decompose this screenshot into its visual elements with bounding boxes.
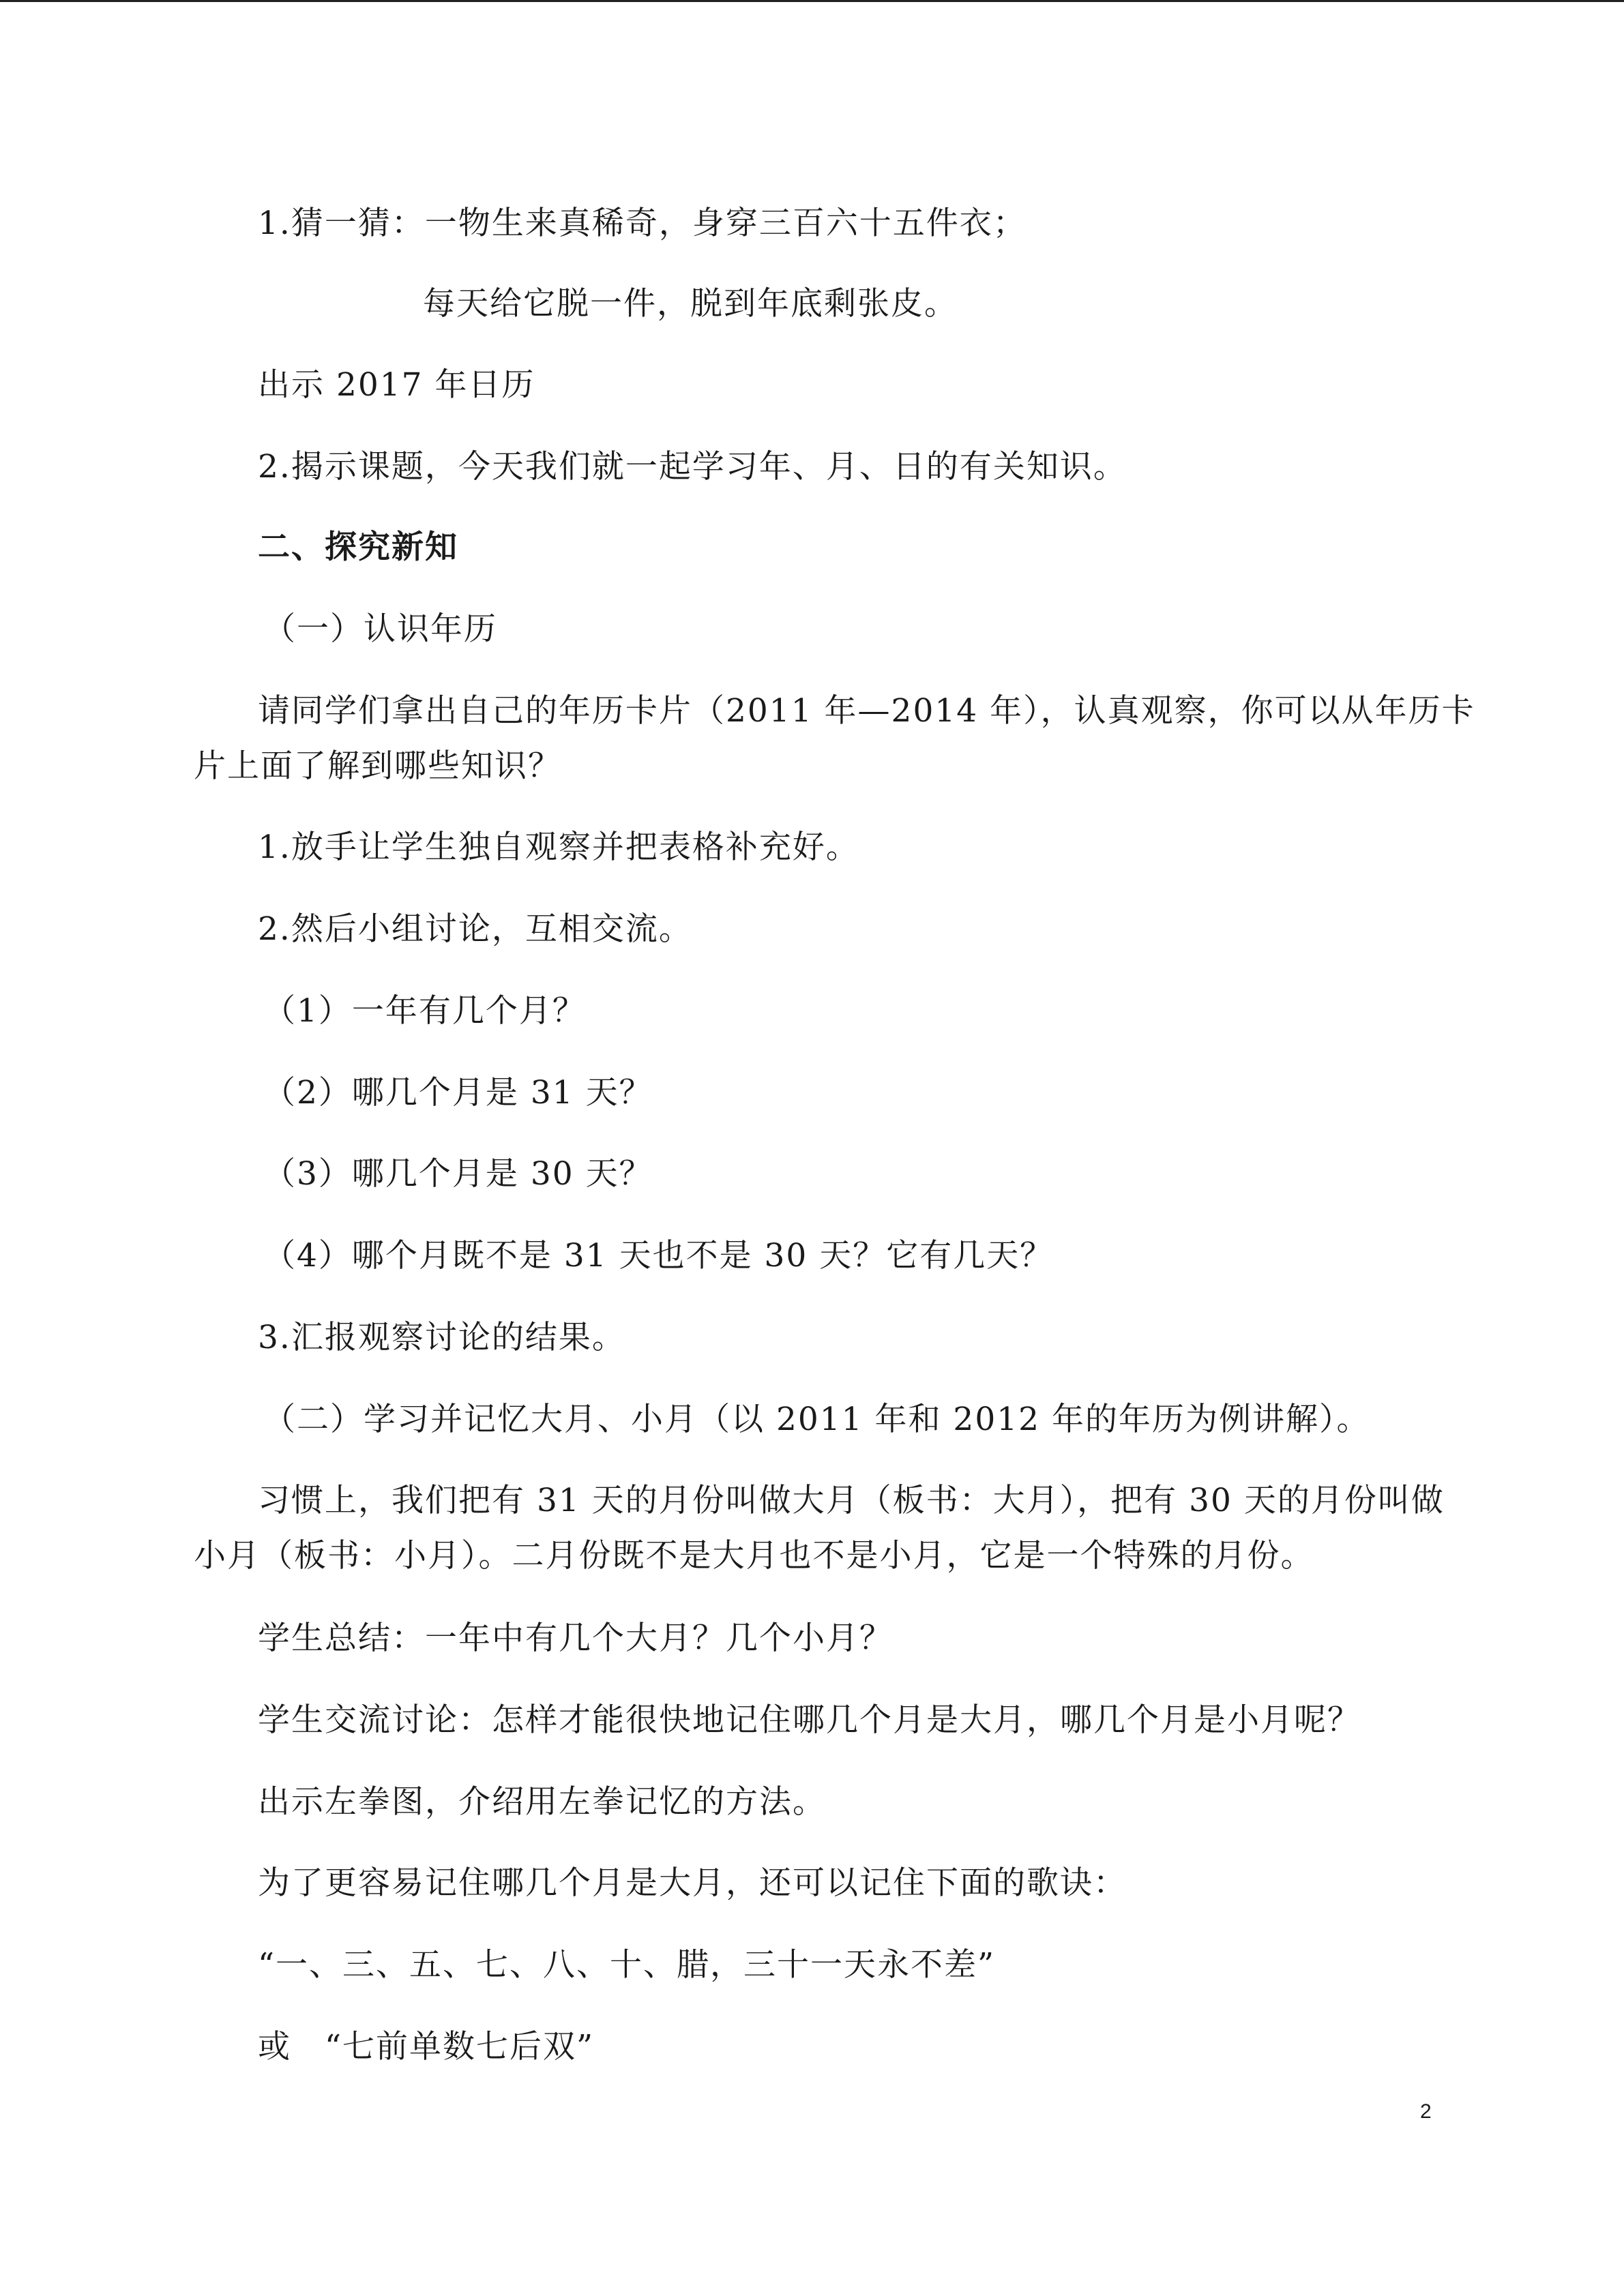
list-item: 2.然后小组讨论，互相交流。 xyxy=(258,910,692,948)
question-item: （4）哪个月既不是 31 天也不是 30 天？它有几天？ xyxy=(263,1237,1054,1274)
paragraph-line: 请同学们拿出自己的年历卡片（2011 年—2014 年），认真观察，你可以从年历卡 xyxy=(258,692,1475,730)
paragraph-line: 出示左拳图，介绍用左拳记忆的方法。 xyxy=(258,1783,826,1821)
question-item: （3）哪几个月是 30 天？ xyxy=(263,1155,653,1193)
paragraph-line: 学生交流讨论：怎样才能很快地记住哪几个月是大月，哪几个月是小月呢？ xyxy=(258,1701,1361,1739)
mnemonic-rhyme-alt: 或 “七前单数七后双” xyxy=(258,2028,595,2066)
question-item: （2）哪几个月是 31 天？ xyxy=(263,1074,653,1112)
subsection-heading-2: （二）学习并记忆大月、小月（以 2011 年和 2012 年的年历为例讲解）。 xyxy=(263,1401,1370,1438)
riddle-line-1: 1.猜一猜：一物生来真稀奇，身穿三百六十五件衣； xyxy=(258,205,1027,242)
subsection-heading-1: （一）认识年历 xyxy=(263,610,497,648)
question-item: （1）一年有几个月？ xyxy=(263,992,586,1030)
topic-line: 2.揭示课题，今天我们就一起学习年、月、日的有关知识。 xyxy=(258,448,1127,486)
section-heading: 二、探究新知 xyxy=(258,528,458,566)
paragraph-line: 为了更容易记住哪几个月是大月，还可以记住下面的歌诀： xyxy=(258,1864,1127,1902)
paragraph-line: 学生总结：一年中有几个大月？几个小月？ xyxy=(258,1620,893,1657)
mnemonic-rhyme: “一、三、五、七、八、十、腊，三十一天永不差” xyxy=(258,1946,996,1984)
page-number: 2 xyxy=(1420,2100,1432,2123)
list-item: 3.汇报观察讨论的结果。 xyxy=(258,1319,625,1356)
list-item: 1.放手让学生独自观察并把表格补充好。 xyxy=(258,829,859,866)
show-calendar-line: 出示 2017 年日历 xyxy=(258,366,535,404)
paragraph-line: 小月（板书：小月）。二月份既不是大月也不是小月，它是一个特殊的月份。 xyxy=(194,1537,1314,1575)
paragraph-line: 片上面了解到哪些知识？ xyxy=(194,747,561,785)
top-border xyxy=(0,0,1624,2)
riddle-line-2: 每天给它脱一件，脱到年底剩张皮。 xyxy=(423,285,958,323)
paragraph-line: 习惯上，我们把有 31 天的月份叫做大月（板书：大月），把有 30 天的月份叫做 xyxy=(258,1482,1445,1519)
